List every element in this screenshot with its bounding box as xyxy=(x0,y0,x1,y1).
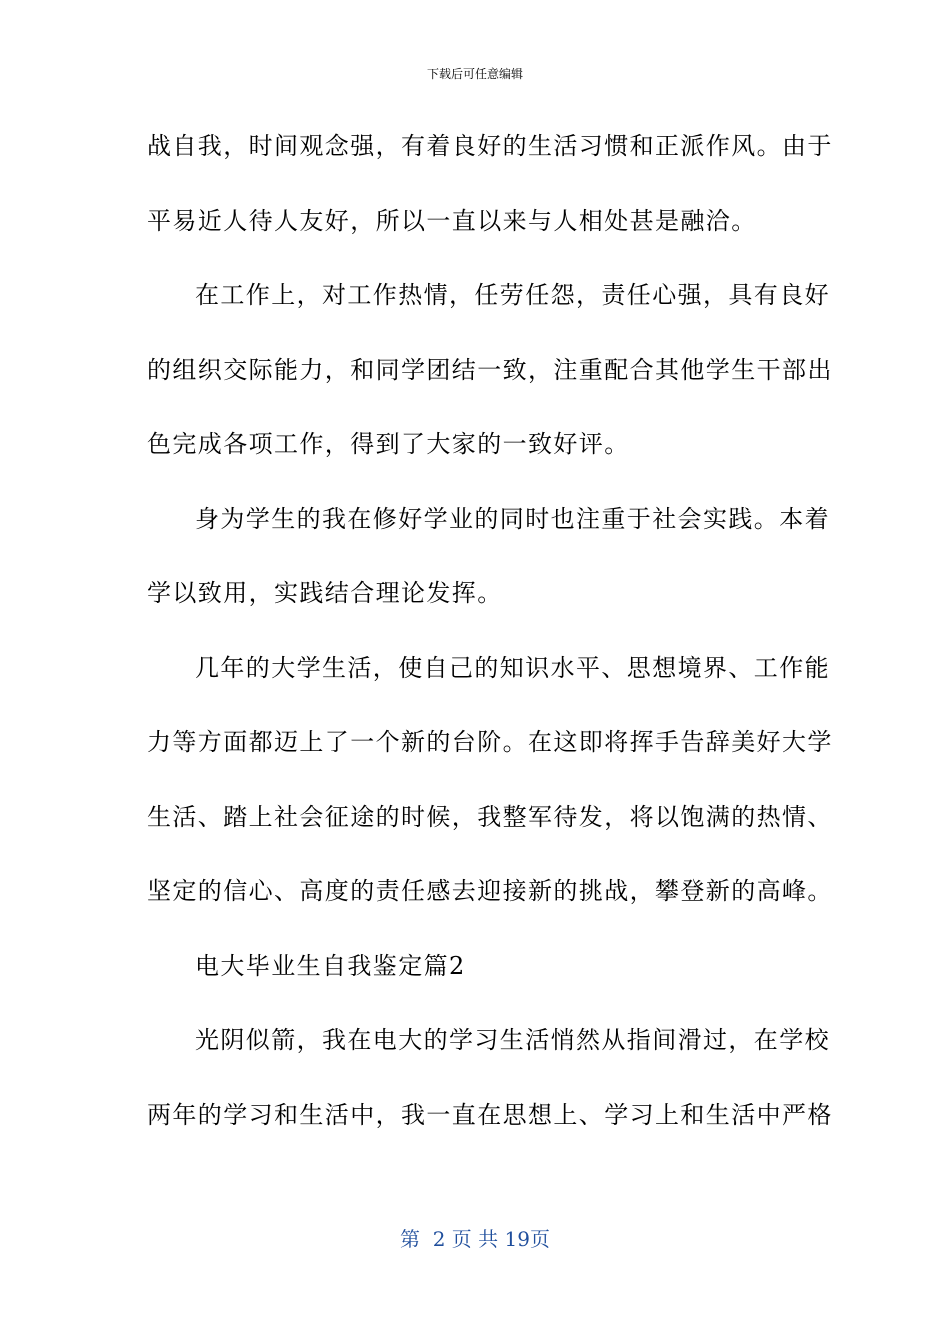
text-line: 战自我，时间观念强，有着良好的生活习惯和正派作风。由于 xyxy=(147,132,833,160)
paragraph-start-line: 光阴似箭，我在电大的学习生活悄然从指间滑过，在学校 xyxy=(195,1026,830,1054)
page-number-footer: 第 2 页 共 19页 xyxy=(400,1227,550,1251)
document-body xyxy=(147,124,833,1167)
text-line: 生活、踏上社会征途的时候，我整军待发，将以饱满的热情、 xyxy=(147,802,833,831)
text-line: 平易近人待人友好，所以一直以来与人相处甚是融洽。 xyxy=(147,206,757,235)
page-header: 下载后可任意编辑 xyxy=(426,67,523,81)
paragraph-start-line: 在工作上，对工作热情，任劳任怨，责任心强，具有良好 xyxy=(195,281,830,309)
text-line: 力等方面都迈上了一个新的台阶。在这即将挥手告辞美好大学 xyxy=(147,728,833,756)
text-line: 坚定的信心、高度的责任感去迎接新的挑战，攀登新的高峰。 xyxy=(147,877,833,905)
paragraph-start-line: 身为学生的我在修好学业的同时也注重于社会实践。本着 xyxy=(195,504,830,533)
text-line: 的组织交际能力，和同学团结一致，注重配合其他学生干部出 xyxy=(147,355,833,384)
text-line: 两年的学习和生活中，我一直在思想上、学习上和生活中严格 xyxy=(147,1100,833,1129)
paragraph-start-line: 几年的大学生活，使自己的知识水平、思想境界、工作能 xyxy=(195,653,830,682)
section-heading: 电大毕业生自我鉴定篇2 xyxy=(195,951,466,980)
text-line: 学以致用，实践结合理论发挥。 xyxy=(147,579,503,607)
text-line: 色完成各项工作，得到了大家的一致好评。 xyxy=(147,430,630,458)
